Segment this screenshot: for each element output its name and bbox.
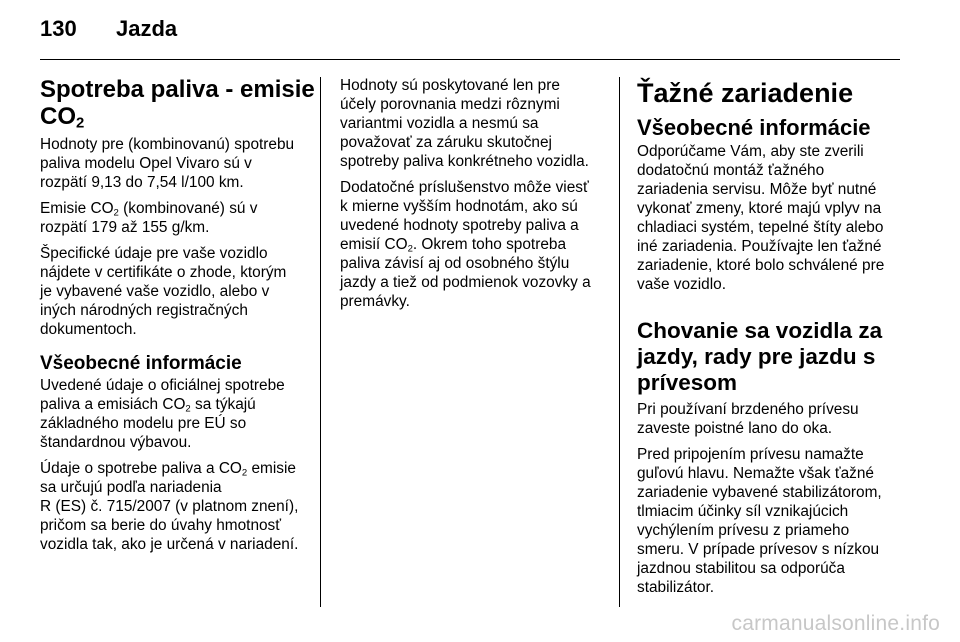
paragraph: Údaje o spotrebe paliva a $CO_2$ emisie sa určujú podľa nariadenia R (ES) č. 715/2007 (v platnom znení), pričom sa berie do úvahy hmotnosť vozidla tak, ako je určená v nariadení. (40, 460, 299, 553)
paragraph: Dodatočné príslušenstvo môže viesť k mierne vyšším hodnotám, ako sú uvedené hodnoty spotreby paliva a emisií $CO_2$. Okrem toho spotreba paliva závisí aj od osobného štýlu jazdy a tiež od podmienok vozovky a premávky. (340, 179, 591, 310)
watermark: carmanualsonline.info (731, 612, 940, 635)
paragraph: Uvedené údaje o oficiálnej spotrebe paliva a emisiách $CO_2$ sa týkajú základného modelu pre EÚ so štandardnou výbavou. (40, 377, 285, 451)
paragraph: Pri používaní brzdeného prívesu zaveste poistné lano do oka. (637, 401, 859, 437)
paragraph: Hodnoty sú poskytované len pre účely porovnania medzi rôznymi variantmi vozidla a nesmú sa považovať za záruku skutočnej spotreby paliva konkrétneho vozidla. (340, 77, 589, 170)
towing-general-heading: Všeobecné informácie (637, 115, 871, 140)
general-info-heading: Všeobecné informácie (40, 353, 242, 374)
column-1 (40, 76, 315, 561)
paragraph: Hodnoty pre (kombinovanú) spotrebu paliva modelu Opel Vivaro sú v rozpätí 9,13 do 7,54 l/100 km. (40, 136, 295, 191)
towing-heading: Ťažné zariadenie (637, 78, 854, 108)
paragraph: Emisie $CO_2$ (kombinované) sú v rozpätí 179 až 155 g/km. (40, 200, 258, 236)
page-number: 130 (40, 16, 77, 41)
column-divider-2 (619, 77, 620, 607)
paragraph: Pred pripojením prívesu namažte guľovú hlavu. Nemažte však ťažné zariadenie vybavené stabilizátorom, tlmiacim účinky síl vznikajúcich vychýlením prívesu z priameho smeru. V prípade prívesov s nízkou jazdnou stabilitou sa odporúča stabilizátor. (637, 446, 882, 596)
paragraph: Odporúčame Vám, aby ste zverili dodatočnú montáž ťažného zariadenia servisu. Môže byť nutné vykonať zmeny, ktoré majú vplyv na chladiaci systém, tepelné štíty alebo iné zariadenia. Používajte len ťažné zariadenie, ktoré bolo schválené pre vaše vozidlo. (637, 143, 885, 293)
column-3 (637, 76, 907, 604)
header-rule (40, 59, 900, 60)
column-2 (340, 76, 612, 318)
section-title: Jazda (116, 16, 178, 41)
fuel-emissions-heading: Spotreba paliva - emisie $CO_2$ (40, 76, 315, 132)
paragraph: Špecifické údaje pre vaše vozidlo nájdete v certifikáte o zhode, ktorým je vybavené vaše vozidlo, alebo v iných národných registračných dokumentoch. (40, 245, 287, 338)
column-divider-1 (320, 77, 321, 607)
trailer-driving-heading: Chovanie sa vozidla za jazdy, rady pre jazdu s prívesom (637, 318, 883, 395)
